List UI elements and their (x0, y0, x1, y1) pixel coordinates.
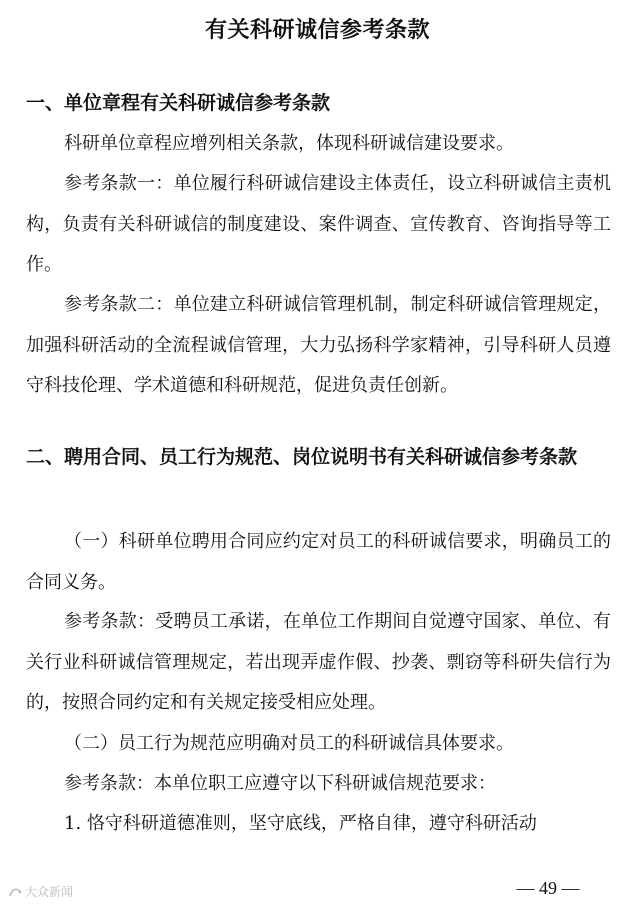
document-title: 有关科研诚信参考条款 (204, 18, 430, 43)
page-number: — 49 — (516, 878, 580, 898)
section-1-paragraph: 科研单位章程应增列相关条款，体现科研诚信建设要求。 (64, 133, 514, 154)
watermark (8, 884, 73, 900)
section-2-heading: 二、聘用合同、员工行为规范、岗位说明书有关科研诚信参考条款 (26, 446, 578, 468)
section-1-paragraph: 参考条款二：单位建立科研诚信管理机制，制定科研诚信管理规定，加强科研活动的全流程诚信管理，大力弘扬科学家精神，引导科研人员遵守科技伦理、学术道德和科研规范，促进负责任创新。 (26, 294, 611, 396)
section-2-paragraph: （一）科研单位聘用合同应约定对员工的科研诚信要求，明确员工的合同义务。 (26, 531, 611, 593)
watermark-logo-icon (8, 886, 22, 898)
section-2-paragraph: 参考条款：本单位职工应遵守以下科研诚信规范要求： (64, 773, 496, 794)
section-2-paragraph: 参考条款：受聘员工承诺，在单位工作期间自觉遵守国家、单位、有关行业科研诚信管理规定，若出现弄虚作假、抄袭、剽窃等科研失信行为的，按照合同约定和有关规定接受相应处理。 (26, 611, 611, 713)
section-2-paragraph: 1. 恪守科研道德准则，坚守底线，严格自律，遵守科研活动 (64, 813, 537, 834)
section-1-paragraph: 参考条款一：单位履行科研诚信建设主体责任，设立科研诚信主责机构，负责有关科研诚信的制度建设、案件调查、宣传教育、咨询指导等工作。 (26, 173, 611, 275)
section-1-heading: 一、单位章程有关科研诚信参考条款 (26, 92, 331, 114)
watermark-text: 大众新闻 (25, 885, 74, 899)
section-2-paragraph: （二）员工行为规范应明确对员工的科研诚信具体要求。 (64, 733, 514, 754)
